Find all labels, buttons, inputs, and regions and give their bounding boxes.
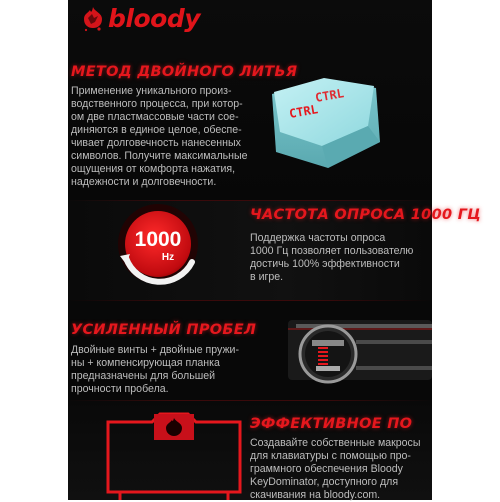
product-feature-sheet xyxy=(68,0,481,501)
text-line: 1000 Гц позволяет пользователю xyxy=(250,245,414,257)
brand-name: bloody xyxy=(108,4,201,33)
text-line: диняются в единое целое, обеспе- xyxy=(71,124,242,136)
text-line: в игре. xyxy=(250,271,284,283)
section-title: ЭФФЕКТИВНОЕ ПО xyxy=(250,416,413,432)
blood-splat-icon xyxy=(82,6,104,32)
text-line: предназначены для большей xyxy=(71,370,216,382)
text-line: символов. Получите максимальные xyxy=(71,150,248,162)
text-line: для клавиатуры с помощью про- xyxy=(250,450,411,462)
software-window-icon xyxy=(100,410,248,500)
text-line: Создавайте собственные макросы xyxy=(250,437,421,449)
section-title: ЧАСТОТА ОПРОСА 1000 ГЦ xyxy=(250,207,481,223)
keycap-illustration xyxy=(264,64,394,184)
text-line: KeyDominator, доступного для xyxy=(250,476,399,488)
section-title: УСИЛЕННЫЙ ПРОБЕЛ xyxy=(71,322,257,338)
section-description xyxy=(71,85,261,189)
polling-rate-unit: Hz xyxy=(161,252,175,263)
divider xyxy=(68,300,432,301)
text-line: скачивания на bloody.com. xyxy=(250,489,381,501)
section-description xyxy=(71,344,261,396)
text-line: достичь 100% эффективности xyxy=(250,258,400,270)
text-line: Двойные винты + двойные пружи- xyxy=(71,344,239,356)
polling-rate-number: 1000 xyxy=(134,228,182,251)
brand-logo xyxy=(82,4,200,33)
spacebar-mechanism-illustration xyxy=(288,314,432,386)
text-line: чивает долговечность нанесенных xyxy=(71,137,241,149)
text-line: прочности пробела. xyxy=(71,383,169,395)
section-description xyxy=(250,437,432,502)
text-line: надежности и долговечности. xyxy=(71,176,217,188)
section-title: МЕТОД ДВОЙНОГО ЛИТЬЯ xyxy=(71,64,298,80)
text-line: Поддержка частоты опроса xyxy=(250,232,386,244)
keycap-legend-back: CTRL xyxy=(314,86,345,105)
text-line: граммного обеспечения Bloody xyxy=(250,463,403,475)
text-line: ны + компенсирующая планка xyxy=(71,357,220,369)
text-line: ом две пластмассовые части сое- xyxy=(71,111,239,123)
keycap-legend-front: CTRL xyxy=(288,102,319,121)
section-description xyxy=(250,232,430,284)
divider xyxy=(68,400,432,401)
polling-rate-dial-icon xyxy=(108,200,208,300)
text-line: ощущения от комфорта нажатия, xyxy=(71,163,236,175)
text-line: Применение уникального произ- xyxy=(71,85,232,97)
text-line: водственного процесса, при котор- xyxy=(71,98,243,110)
